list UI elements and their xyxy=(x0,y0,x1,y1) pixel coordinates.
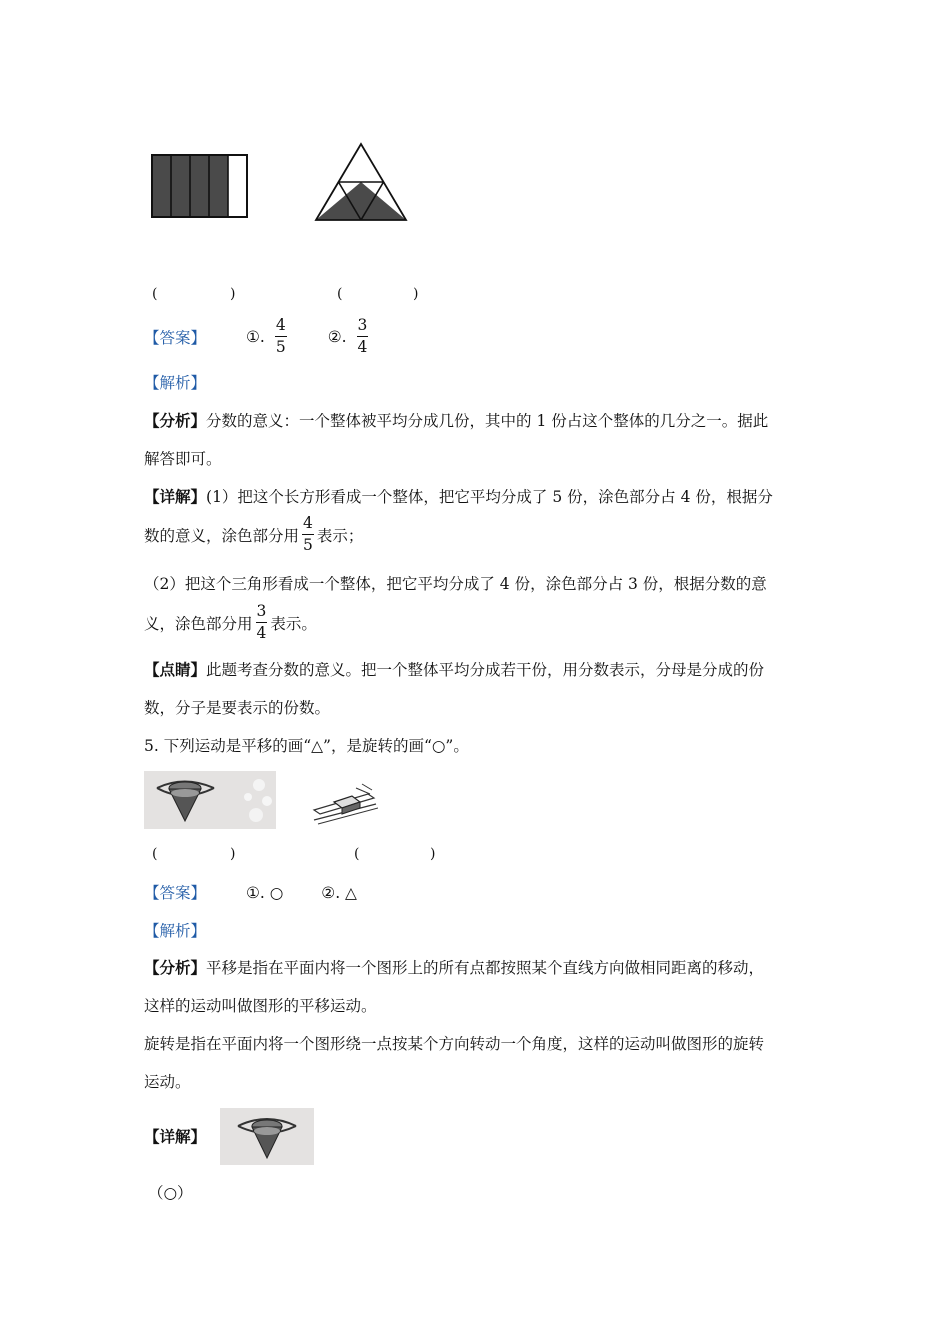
detail-text: (1）把这个长方形看成一个整体，把它平均分成了 5 份，涂色部分占 4 份，根据分 xyxy=(206,488,773,506)
answer-blank-open: ( xyxy=(337,286,343,302)
answer-line-5 xyxy=(144,882,357,904)
dianjing-paragraph-cont: 数，分子是要表示的份数。 xyxy=(144,699,331,717)
dianjing-paragraph xyxy=(144,659,816,681)
numerator: 4 xyxy=(302,516,314,535)
detail-result: （○） xyxy=(148,1184,193,1202)
analysis-tag: 【解析】 xyxy=(144,922,207,940)
answer-tag: 【答案】 xyxy=(144,328,207,347)
detail-line-fraction-2 xyxy=(144,604,317,641)
fraction-3-4 xyxy=(256,604,268,641)
detail-text: 表示； xyxy=(316,526,364,545)
answer-blank-close: ) xyxy=(230,846,236,862)
detail-text: 数的意义，涂色部分用 xyxy=(144,526,300,545)
shaded-rectangle-figure xyxy=(150,153,250,219)
xiangjie-tag: 【详解】 xyxy=(144,487,207,506)
fraction-4-5 xyxy=(302,516,314,553)
answer-blank-open: ( xyxy=(152,846,158,862)
answer-blank-open: ( xyxy=(152,286,158,302)
denominator: 4 xyxy=(256,623,267,642)
xiangjie-tag: 【详解】 xyxy=(144,1127,207,1146)
numerator: 3 xyxy=(256,604,268,623)
answer-blank-close: ) xyxy=(413,286,419,302)
detail-line-fraction xyxy=(144,516,363,553)
answer-1-prefix: ①. xyxy=(246,327,265,346)
rotation-paragraph-cont: 运动。 xyxy=(144,1073,191,1091)
answer-blank-close: ) xyxy=(430,846,436,862)
analysis-paragraph-cont: 解答即可。 xyxy=(144,450,222,468)
answer-1-fraction xyxy=(275,318,287,355)
fenxi-tag: 【分析】 xyxy=(144,411,207,430)
analysis-tag: 【解析】 xyxy=(144,374,207,392)
detail-paragraph-2: （2）把这个三角形看成一个整体，把它平均分成了 4 份，涂色部分占 3 份，根据分数的意 xyxy=(144,575,767,593)
spinning-top-image xyxy=(144,771,276,829)
answer-1: ①. ○ xyxy=(246,884,284,902)
question-5: 5. 下列运动是平移的画“△”，是旋转的画“○”。 xyxy=(144,737,469,755)
rotation-paragraph: 旋转是指在平面内将一个图形绕一点按某个方向转动一个角度，这样的运动叫做图形的旋转 xyxy=(144,1035,765,1053)
answer-blank-close: ) xyxy=(230,286,236,302)
answer-line xyxy=(144,318,371,355)
analysis-paragraph xyxy=(144,957,816,979)
dianjing-text: 此题考查分数的意义。把一个整体平均分成若干份，用分数表示，分母是分成的份 xyxy=(206,661,765,679)
denominator: 5 xyxy=(275,337,286,356)
answer-2-prefix: ②. xyxy=(327,327,347,346)
analysis-paragraph-cont: 这样的运动叫做图形的平移运动。 xyxy=(144,997,377,1015)
answer-2-fraction xyxy=(357,318,369,355)
detail-paragraph xyxy=(144,486,816,508)
spinning-top-image-small xyxy=(220,1108,314,1165)
answer-2: ②. △ xyxy=(321,884,357,902)
shaded-triangle-figure xyxy=(314,142,408,222)
analysis-paragraph xyxy=(144,410,816,432)
numerator: 3 xyxy=(357,318,369,337)
answer-tag: 【答案】 xyxy=(144,884,207,902)
fenxi-text: 分数的意义：一个整体被平均分成几份，其中的 1 份占这个整体的几分之一。据此 xyxy=(206,412,769,430)
dianjing-tag: 【点睛】 xyxy=(144,660,207,679)
detail-text: 表示。 xyxy=(270,614,317,633)
denominator: 4 xyxy=(357,337,368,356)
detail-line-5 xyxy=(144,1126,206,1148)
sliding-window-image xyxy=(312,776,378,828)
numerator: 4 xyxy=(275,318,287,337)
denominator: 5 xyxy=(303,535,313,554)
fenxi-tag: 【分析】 xyxy=(144,958,207,977)
fenxi-text: 平移是指在平面内将一个图形上的所有点都按照某个直线方向做相同距离的移动， xyxy=(206,959,765,977)
detail-text: 义，涂色部分用 xyxy=(144,614,253,633)
answer-blank-open: ( xyxy=(354,846,360,862)
